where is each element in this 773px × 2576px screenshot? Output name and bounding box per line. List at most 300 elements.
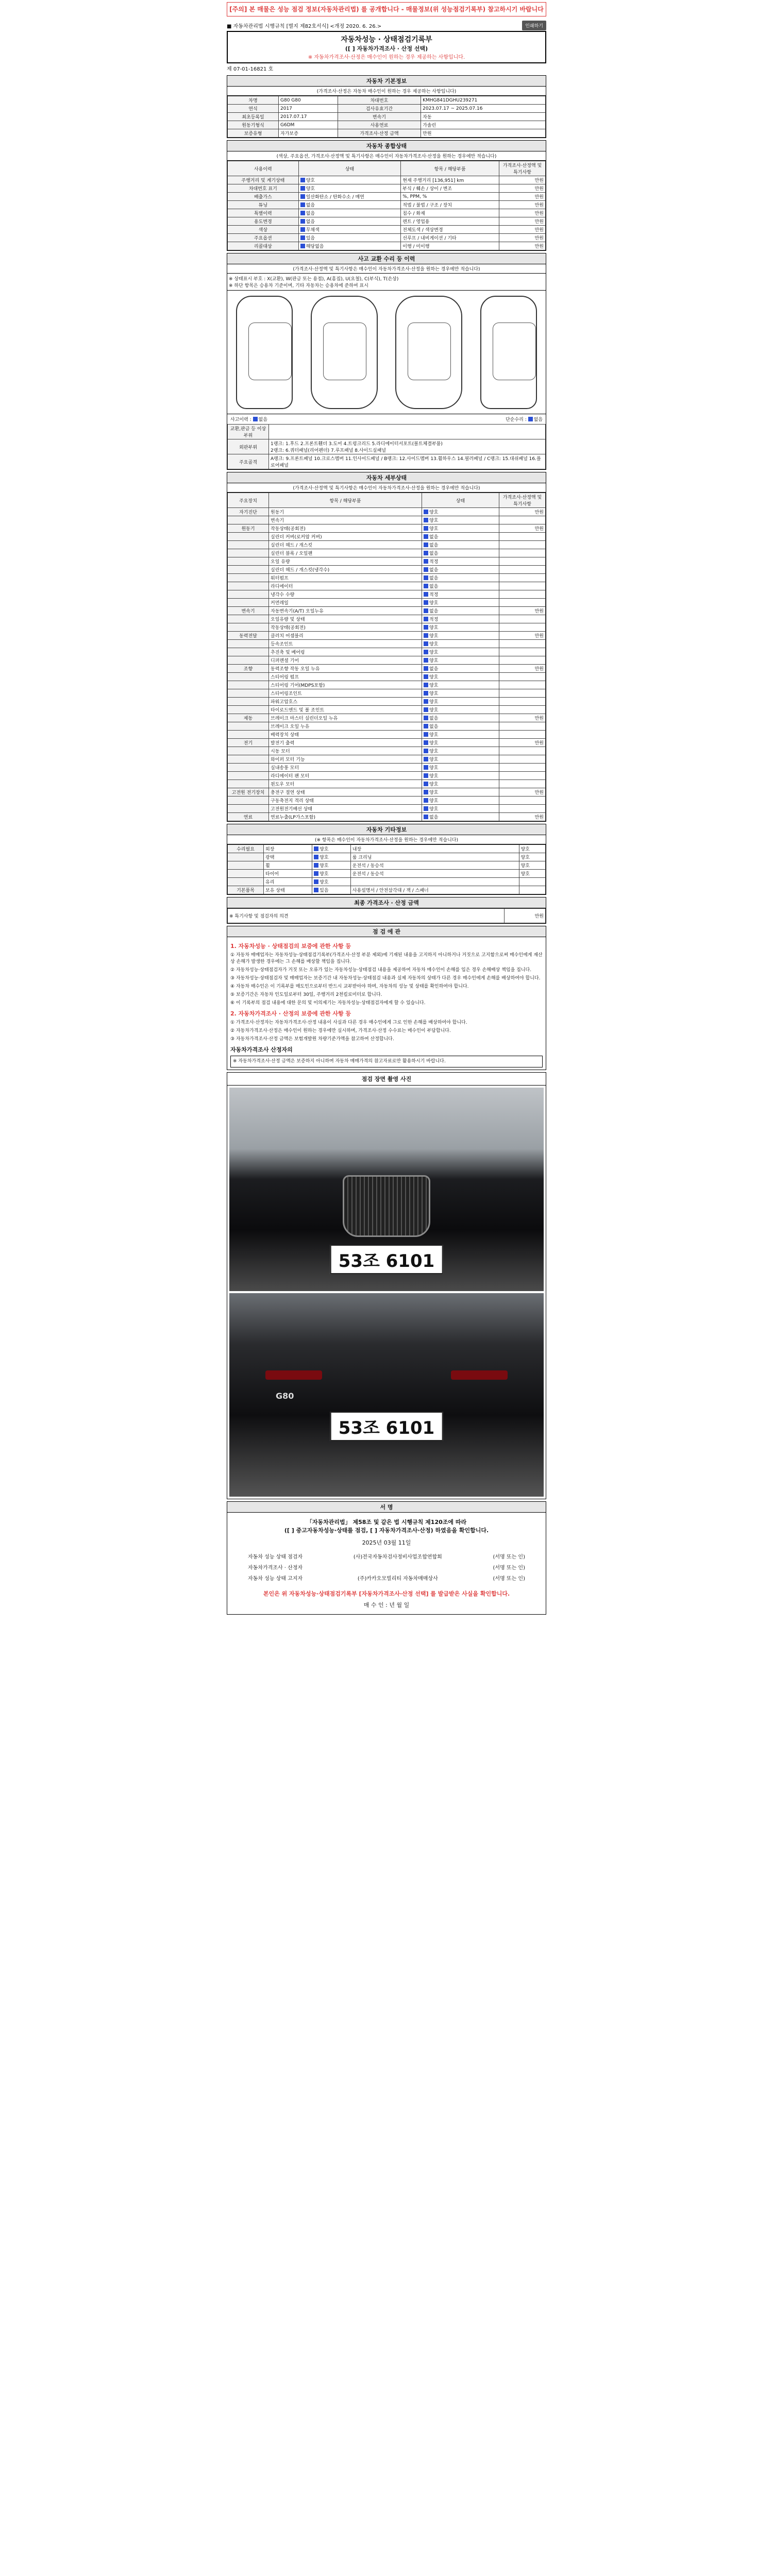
- table-row: [228, 747, 546, 755]
- status-cell: [422, 689, 499, 698]
- column-header: 항목 / 해당부품: [269, 493, 422, 508]
- item-cell: 이행 / 미이행: [401, 242, 499, 250]
- price-cell: [499, 549, 546, 557]
- status-value: 양호: [429, 782, 439, 787]
- table-row: [228, 780, 546, 788]
- item-cell: 침수 / 화재: [401, 209, 499, 217]
- option-status: [519, 886, 545, 894]
- table-row: [228, 226, 546, 234]
- price-cell: [499, 590, 546, 599]
- check-icon: [424, 526, 428, 531]
- price-cell: [499, 796, 546, 805]
- status-cell: [422, 524, 499, 533]
- options-section: [227, 824, 546, 895]
- status-value: 양호: [306, 178, 315, 183]
- status-value: 양호: [429, 757, 439, 762]
- price-summary-amount: 만원: [505, 909, 546, 923]
- status-section: [227, 140, 546, 251]
- status-value: 없음: [429, 716, 439, 721]
- price-cell: 만원: [499, 176, 546, 184]
- status-cell: [422, 673, 499, 681]
- table-row: [228, 788, 546, 796]
- status-cell: [298, 242, 401, 250]
- table-row: [228, 574, 546, 582]
- document-title: [227, 31, 546, 63]
- option-item: 사용설명서 / 안전삼각대 / 잭 / 스패너: [350, 886, 519, 894]
- status-value: 없음: [429, 815, 439, 820]
- status-cell: [298, 234, 401, 242]
- device-label: [228, 516, 269, 524]
- option-item: 휠: [264, 861, 312, 870]
- check-icon: [424, 584, 428, 588]
- outer-label: 외판부위: [228, 439, 269, 454]
- check-icon: [424, 600, 428, 605]
- option-group: [228, 870, 264, 878]
- tail-light-right: [451, 1370, 508, 1380]
- row-label: 색상: [228, 226, 299, 234]
- check-icon: [424, 790, 428, 794]
- status-cell: [298, 201, 401, 209]
- status-cell: [298, 226, 401, 234]
- table-row: [228, 656, 546, 665]
- signature-field: 자동차 성능 상태 점검자: [248, 1554, 303, 1561]
- price-summary-notes: ※ 특기사항 및 점검자의 의견: [228, 909, 505, 923]
- status-cell: [298, 209, 401, 217]
- title-sub: ([ ] 자동차가격조사 · 산정 선택): [345, 45, 428, 52]
- price-cell: [499, 656, 546, 665]
- table-row: [228, 861, 546, 870]
- item-cell: 커먼레일: [269, 599, 422, 607]
- field-label: 보증유형: [228, 129, 279, 138]
- table-row: [228, 590, 546, 599]
- check-icon: [424, 716, 428, 720]
- signature-field: (주)카카오모빌리티 자동차매매상사: [357, 1576, 438, 1582]
- item-cell: 현재 주행거리 [136,951] km: [401, 176, 499, 184]
- status-value: 없음: [429, 543, 439, 548]
- check-icon: [424, 724, 428, 728]
- device-label: 자기진단: [228, 508, 269, 516]
- status-value: 양호: [429, 799, 439, 804]
- price-cell: 만원: [499, 242, 546, 250]
- options-header: 자동차 기타정보: [227, 824, 546, 835]
- photo-section: [227, 1072, 546, 1499]
- table-row: [228, 731, 546, 739]
- item-cell: 실린더 헤드 / 개스킷: [269, 541, 422, 549]
- status-value: 양호: [429, 691, 439, 697]
- status-cell: [422, 722, 499, 731]
- status-value: 해당없음: [306, 244, 324, 249]
- price-cell: 만원: [499, 665, 546, 673]
- signature-footer: 본인은 위 자동차성능·상태점검기록부 [자동차가격조사·산정 선택] 를 발급받은 사실을 확인합니다.: [263, 1590, 510, 1598]
- device-label: [228, 706, 269, 714]
- table-row: [228, 698, 546, 706]
- status-value: 양호: [429, 807, 439, 812]
- form-number: ■ 자동차관리법 시행규칙 [별지 제82호서식] <개정 2020. 6. 26.>: [227, 23, 382, 29]
- status-cell: [422, 698, 499, 706]
- status-cell: [422, 681, 499, 689]
- guide-paragraph: ③ 자동차성능·상태점검자 및 매매업자는 보증기간 내 자동차성능·상태점검 내용과 실제 자동차의 상태가 다른 경우 매수인에게 손해를 배상하여야 합니다.: [230, 976, 541, 981]
- price-cell: [499, 689, 546, 698]
- option-group: [228, 853, 264, 861]
- item-cell: 등속조인트: [269, 640, 422, 648]
- print-button[interactable]: 인쇄하기: [522, 21, 546, 30]
- field-label: 검사유효기간: [338, 105, 421, 113]
- table-row: [228, 557, 546, 566]
- status-value: 없음: [429, 584, 439, 589]
- column-header: 가격조사·산정액 및 특기사항: [499, 161, 546, 176]
- legend-line-2: ※ 하단 항목은 승용차 기준이며, 기타 자동차는 승용차에 준하여 표시: [229, 283, 368, 289]
- table-row: [228, 615, 546, 623]
- option-item: 타이어: [264, 870, 312, 878]
- column-header: 상태: [422, 493, 499, 508]
- guide-paragraph: ④ 자동차 매수인은 이 기록부를 매도인으로부터 반드시 교부받아야 하며, 자동차의 성능 및 상태를 확인하여야 합니다.: [230, 984, 469, 990]
- option-status: [312, 886, 351, 894]
- row-label: 리콜대상: [228, 242, 299, 250]
- table-row: [228, 129, 546, 138]
- check-icon: [424, 765, 428, 770]
- device-label: 고전원 전기장치: [228, 788, 269, 796]
- signature-field: 자동차가격조사 · 산정자: [248, 1565, 303, 1571]
- signature-field: 자동차 성능 상태 고지자: [248, 1576, 303, 1582]
- status-cell: [422, 747, 499, 755]
- car-top-diagram: [311, 296, 378, 409]
- price-cell: 만원: [499, 508, 546, 516]
- rear-plate: 53조 6101: [330, 1412, 443, 1441]
- option-status: [312, 853, 351, 861]
- inspection-document: [227, 20, 546, 1615]
- column-header: 주요장치: [228, 493, 269, 508]
- status-cell: [422, 590, 499, 599]
- signature-section: [227, 1501, 546, 1615]
- item-cell: 실린더 블록 / 오일팬: [269, 549, 422, 557]
- option-status: [312, 878, 351, 886]
- check-icon: [300, 219, 305, 224]
- signature-row: [227, 1551, 546, 1562]
- option-group: 수리필요: [228, 845, 264, 853]
- check-icon: [424, 551, 428, 555]
- table-row: [228, 201, 546, 209]
- table-row: [228, 648, 546, 656]
- certificate-number: 제 07-01-16821 호: [227, 66, 274, 72]
- price-cell: 만원: [499, 234, 546, 242]
- status-cell: [422, 533, 499, 541]
- guide-paragraph: ⑥ 이 기록부의 점검 내용에 대한 문의 및 이의제기는 자동차성능·상태점검자에게 할 수 있습니다.: [230, 1001, 426, 1006]
- status-cell: [422, 665, 499, 673]
- table-row: [228, 878, 546, 886]
- table-row: [228, 549, 546, 557]
- table-row: [228, 234, 546, 242]
- status-value: 없음: [429, 667, 439, 672]
- status-value: 양호: [429, 518, 439, 523]
- item-cell: 스티어링조인트: [269, 689, 422, 698]
- item-cell: 발전기 출력: [269, 739, 422, 747]
- item-cell: 실린더 커버(로커암 커버): [269, 533, 422, 541]
- status-value: 양호: [429, 601, 439, 606]
- item-cell: 시동 모터: [269, 747, 422, 755]
- status-cell: [422, 656, 499, 665]
- status-value: 적정: [429, 560, 439, 565]
- price-summary-section: [227, 897, 546, 924]
- field-label: 차명: [228, 96, 279, 105]
- table-row: [228, 184, 546, 193]
- accident-legend: [227, 274, 546, 291]
- option-item: 광택: [264, 853, 312, 861]
- main-frame-label: 주요골격: [228, 454, 269, 469]
- status-value: 양호: [429, 510, 439, 515]
- status-cell: [422, 640, 499, 648]
- device-label: [228, 764, 269, 772]
- device-label: [228, 731, 269, 739]
- check-icon: [300, 227, 305, 232]
- table-row: [228, 805, 546, 813]
- device-label: [228, 689, 269, 698]
- item-cell: 선루프 / 내비게이션 / 기타: [401, 234, 499, 242]
- item-cell: 부식 / 훼손 / 상이 / 변조: [401, 184, 499, 193]
- rear-photo: [229, 1293, 544, 1497]
- table-row: [228, 845, 546, 853]
- table-row: [228, 582, 546, 590]
- price-cell: [499, 764, 546, 772]
- option-value: 있음: [320, 888, 329, 893]
- item-cell: 실린더 헤드 / 개스킷(냉각수): [269, 566, 422, 574]
- price-cell: [499, 599, 546, 607]
- price-cell: 만원: [499, 524, 546, 533]
- device-label: 조향: [228, 665, 269, 673]
- guide-paragraph: ① 가격조사·산정자는 자동차가격조사·산정 내용이 사실과 다른 경우 매수인에게 그로 인한 손해를 배상하여야 합니다.: [230, 1020, 467, 1026]
- check-icon: [300, 211, 305, 215]
- check-icon: [424, 510, 428, 514]
- option-status: [312, 870, 351, 878]
- guide-heading-2: 2. 자동차가격조사 · 산정의 보증에 관한 사항 등: [230, 1010, 351, 1018]
- price-cell: 만원: [499, 788, 546, 796]
- status-value: 양호: [429, 527, 439, 532]
- field-value: 자동: [421, 113, 546, 121]
- check-icon: [424, 608, 428, 613]
- device-label: [228, 673, 269, 681]
- status-value: 양호: [429, 700, 439, 705]
- guide-paragraph: ② 자동차성능·상태점검자가 거짓 또는 오류가 있는 자동차성능·상태점검 내용을 제공하여 자동차 매수인이 손해를 입은 경우 손해배상 책임을 집니다.: [230, 968, 532, 973]
- check-icon: [424, 806, 428, 811]
- table-row: [228, 176, 546, 184]
- device-label: [228, 656, 269, 665]
- status-value: 양호: [429, 790, 439, 795]
- check-icon: [314, 888, 318, 892]
- column-header: 항목 / 해당부품: [401, 161, 499, 176]
- price-cell: [499, 574, 546, 582]
- status-cell: [422, 706, 499, 714]
- check-icon: [300, 202, 305, 207]
- item-cell: 윈도우 모터: [269, 780, 422, 788]
- price-cell: [499, 772, 546, 780]
- check-icon: [424, 559, 428, 564]
- item-cell: 고전원전기배선 상태: [269, 805, 422, 813]
- device-label: [228, 681, 269, 689]
- item-cell: 파워고압호스: [269, 698, 422, 706]
- status-cell: [422, 813, 499, 821]
- grille-graphic: [343, 1175, 430, 1237]
- status-value: 양호: [429, 749, 439, 754]
- status-value: 양호: [429, 625, 439, 631]
- option-value: 양호: [320, 855, 329, 860]
- item-cell: 동력조향 작동 오일 누유: [269, 665, 422, 673]
- price-cell: 만원: [499, 739, 546, 747]
- status-value: 양호: [429, 708, 439, 713]
- signature-body: [227, 1513, 546, 1614]
- option-item: 내장: [350, 845, 519, 853]
- field-label: 가격조사·산정 금액: [338, 129, 421, 138]
- table-row: [228, 796, 546, 805]
- device-label: [228, 722, 269, 731]
- price-cell: [499, 516, 546, 524]
- item-cell: 작동상태(공회전): [269, 623, 422, 632]
- detail-table: [227, 493, 546, 821]
- status-value: 양호: [429, 741, 439, 746]
- check-icon: [424, 782, 428, 786]
- table-row: [228, 566, 546, 574]
- device-label: [228, 623, 269, 632]
- guide-text: [227, 937, 546, 1070]
- options-table: [227, 844, 546, 894]
- notice-banner: [주의] 본 매물은 성능 점검 정보(자동차관리법) 를 공개합니다 - 매물정보(위 성능점검기록부) 참고하시기 바랍니다: [227, 2, 546, 16]
- item-cell: 구동축전지 격리 상태: [269, 796, 422, 805]
- price-cell: 만원: [499, 813, 546, 821]
- table-row: [228, 870, 546, 878]
- status-value: 없음: [429, 609, 439, 614]
- status-cell: [422, 772, 499, 780]
- check-icon: [300, 244, 305, 248]
- field-label: 원동기형식: [228, 121, 279, 129]
- table-row: [228, 209, 546, 217]
- status-value: 양호: [306, 187, 315, 192]
- check-icon: [424, 625, 428, 630]
- table-row: [228, 508, 546, 516]
- column-header: 사용이력: [228, 161, 299, 176]
- column-header: 상태: [298, 161, 401, 176]
- guide-paragraph: ③ 자동차가격조사·산정 금액은 보험개발원 차량기준가액을 참고하여 산정합니다.: [230, 1037, 394, 1042]
- basic-info-header: 자동차 기본정보: [227, 76, 546, 87]
- status-cell: [422, 566, 499, 574]
- signature-row: [227, 1572, 546, 1583]
- device-label: 동력전달: [228, 632, 269, 640]
- price-cell: [499, 541, 546, 549]
- status-cell: [298, 193, 401, 201]
- status-cell: [422, 615, 499, 623]
- row-label: 특별이력: [228, 209, 299, 217]
- status-cell: [422, 574, 499, 582]
- check-icon: [424, 732, 428, 737]
- status-value: 없음: [306, 219, 315, 225]
- option-item: 외장: [264, 845, 312, 853]
- item-cell: %, PPM, %: [401, 193, 499, 201]
- accident-section: [227, 253, 546, 470]
- model-badge: G80: [276, 1391, 294, 1401]
- signature-line-2: ([ ] 중고자동차성능·상태를 점검, [ ] 자동차가격조사·산정) 하였음을 확인합니다.: [284, 1527, 489, 1534]
- price-cell: 만원: [499, 714, 546, 722]
- table-row: [228, 193, 546, 201]
- guide-title: 점 검 에 관: [227, 926, 546, 937]
- option-status: [519, 878, 545, 886]
- table-row: [228, 853, 546, 861]
- price-cell: 만원: [499, 632, 546, 640]
- table-row: [228, 623, 546, 632]
- status-value: 없음: [429, 724, 439, 730]
- signature-row: [227, 1562, 546, 1572]
- status-value: 양호: [429, 650, 439, 655]
- buyer-line: 매 수 인 : 년 월 일: [363, 1602, 410, 1609]
- status-cell: [298, 217, 401, 226]
- status-cell: [422, 780, 499, 788]
- status-cell: [422, 632, 499, 640]
- option-item: 유리: [264, 878, 312, 886]
- check-icon: [424, 691, 428, 696]
- option-status: [312, 861, 351, 870]
- detail-sub: (가격조사·산정액 및 특기사항은 매수인이 자동차가격조사·산정을 원하는 경우에만 적습니다): [227, 483, 546, 493]
- status-value: 양호: [429, 733, 439, 738]
- check-icon: [424, 592, 428, 597]
- outer-items: 1랭크: 1.후드 2.프론트휀더 3.도어 4.트렁크리드 5.라디에이터서포트(볼트체결부품) 2랭크: 6.쿼터패널(리어펜더) 7.루프패널 8.사이드실패널: [269, 439, 546, 454]
- options-sub: (※ 항목은 매수인이 자동차가격조사·산정을 원하는 경우에만 적습니다): [227, 835, 546, 844]
- check-icon: [424, 815, 428, 819]
- main-frame-items: A랭크: 9.프론트패널 10.크로스멤버 11.인사이드패널 / B랭크: 12.사이드멤버 13.휠하우스 14.필러패널 / C랭크: 15.대쉬패널 16.플로어패널: [269, 454, 546, 469]
- status-table: [227, 161, 546, 250]
- item-cell: 브레이크 마스터 실린더오일 누유: [269, 714, 422, 722]
- price-cell: [499, 533, 546, 541]
- table-row: [228, 689, 546, 698]
- status-value: 있음: [306, 236, 315, 241]
- status-cell: [422, 557, 499, 566]
- device-label: [228, 772, 269, 780]
- signature-field: (서명 또는 인): [493, 1554, 525, 1561]
- basic-info-sub: (가격조사·산정은 자동차 매수인이 원하는 경우 제공하는 사항입니다): [227, 87, 546, 96]
- check-icon: [300, 186, 305, 191]
- item-cell: 원동기: [269, 508, 422, 516]
- option-value: 양호: [320, 880, 329, 885]
- device-label: [228, 590, 269, 599]
- accident-history: 사고이력 : 없음: [230, 417, 267, 422]
- price-cell: [499, 640, 546, 648]
- car-diagram: [227, 291, 546, 414]
- check-icon: [314, 855, 318, 859]
- table-row: [228, 673, 546, 681]
- device-label: [228, 698, 269, 706]
- accident-sub: (가격조사·산정액 및 특기사항은 매수인이 자동차가격조사·산정을 원하는 경우에만 적습니다): [227, 264, 546, 274]
- status-value: 양호: [429, 642, 439, 647]
- field-value: 2017.07.17: [279, 113, 338, 121]
- legend-line-1: ※ 상태표시 부호 : X(교환), W(판금 또는 용접), A(흠집), U(요철), C(부식), T(손상): [229, 277, 399, 282]
- table-row: [228, 541, 546, 549]
- guide-box: ※ 자동차가격조사·산정 금액은 보증하지 아니하며 자동차 매매가격의 참고자료로만 활용하시기 바랍니다.: [230, 1056, 543, 1067]
- status-value: 없음: [429, 551, 439, 556]
- option-value: 양호: [320, 847, 329, 852]
- item-cell: 스티어링 기어(MDPS포함): [269, 681, 422, 689]
- guide-heading-3: 자동차가격조사 산정자의: [230, 1046, 293, 1054]
- device-label: [228, 533, 269, 541]
- price-cell: 만원: [499, 184, 546, 193]
- status-value: 없음: [306, 203, 315, 208]
- row-label: 배출가스: [228, 193, 299, 201]
- price-cell: 만원: [499, 217, 546, 226]
- car-left-side-diagram: [236, 296, 293, 409]
- option-group: [228, 878, 264, 886]
- price-cell: [499, 722, 546, 731]
- price-cell: [499, 780, 546, 788]
- device-label: [228, 615, 269, 623]
- field-value: G80 G80: [279, 96, 338, 105]
- device-label: [228, 640, 269, 648]
- table-row: [228, 217, 546, 226]
- car-bottom-diagram: [395, 296, 462, 409]
- signature-date: 2025년 03월 11일: [362, 1539, 411, 1547]
